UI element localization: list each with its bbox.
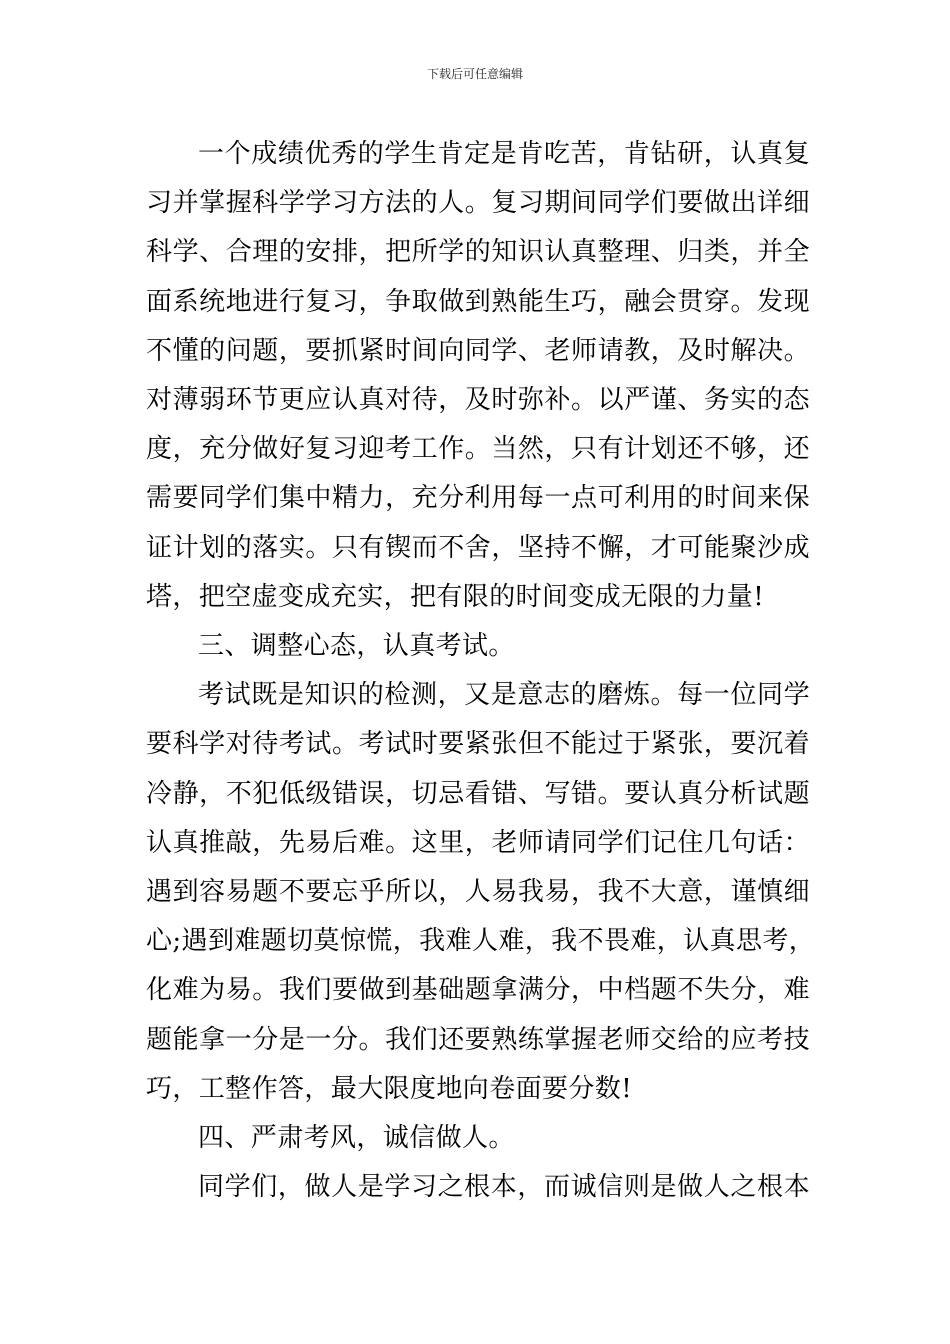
text-line: 巧，工整作答，最大限度地向卷面要分数! [146,1073,633,1104]
paragraph-study-method [146,130,810,622]
text-line: 证计划的落实。只有锲而不舍，坚持不懈，才可能聚沙成 [146,532,810,563]
paragraph-exam-attitude [146,671,816,1114]
page-header: 下载后可任意编辑 [426,67,523,81]
text-line: 冷静，不犯低级错误，切忌看错、写错。要认真分析试题 [146,778,810,809]
text-line: 需要同学们集中精力，充分利用每一点可利用的时间来保 [146,483,810,514]
text-line: 认真推敲，先易后难。这里，老师请同学们记住几句话： [146,827,810,858]
text-line: 面系统地进行复习，争取做到熟能生巧，融会贯穿。发现 [146,286,810,317]
text-line: 塔，把空虚变成充实，把有限的时间变成无限的力量! [146,581,765,612]
text-line: 要科学对待考试。考试时要紧张但不能过于紧张，要沉着 [146,729,810,760]
text-line: 化难为易。我们要做到基础题拿满分，中档题不失分，难 [146,975,810,1006]
text-line: 遇到容易题不要忘乎所以，人易我易，我不大意，谨慎细 [146,877,810,908]
text-line: 科学、合理的安排，把所学的知识认真整理、归类，并全 [146,237,810,268]
text-line: 对薄弱环节更应认真对待，及时弥补。以严谨、务实的态 [146,385,810,416]
text-line: 题能拿一分是一分。我们还要熟练掌握老师交给的应考技 [146,1024,810,1055]
section-heading-3: 三、调整心态，认真考试。 [198,631,515,662]
text-line: 不懂的问题，要抓紧时间向同学、老师请教，及时解决。 [146,335,810,366]
text-line: 考试既是知识的检测，又是意志的磨炼。每一位同学 [198,680,810,711]
text-line: 心;遇到难题切莫惊慌，我难人难，我不畏难，认真思考， [146,926,816,957]
document-body [146,130,816,1212]
paragraph-integrity [146,1163,810,1212]
text-line: 一个成绩优秀的学生肯定是肯吃苦，肯钻研，认真复 [198,139,810,169]
text-line: 度，充分做好复习迎考工作。当然，只有计划还不够，还 [146,434,810,465]
section-heading-4: 四、严肃考风，诚信做人。 [198,1123,515,1154]
text-line: 同学们，做人是学习之根本，而诚信则是做人之根本 [198,1172,810,1203]
text-line: 习并掌握科学学习方法的人。复习期间同学们要做出详细 [146,188,810,219]
